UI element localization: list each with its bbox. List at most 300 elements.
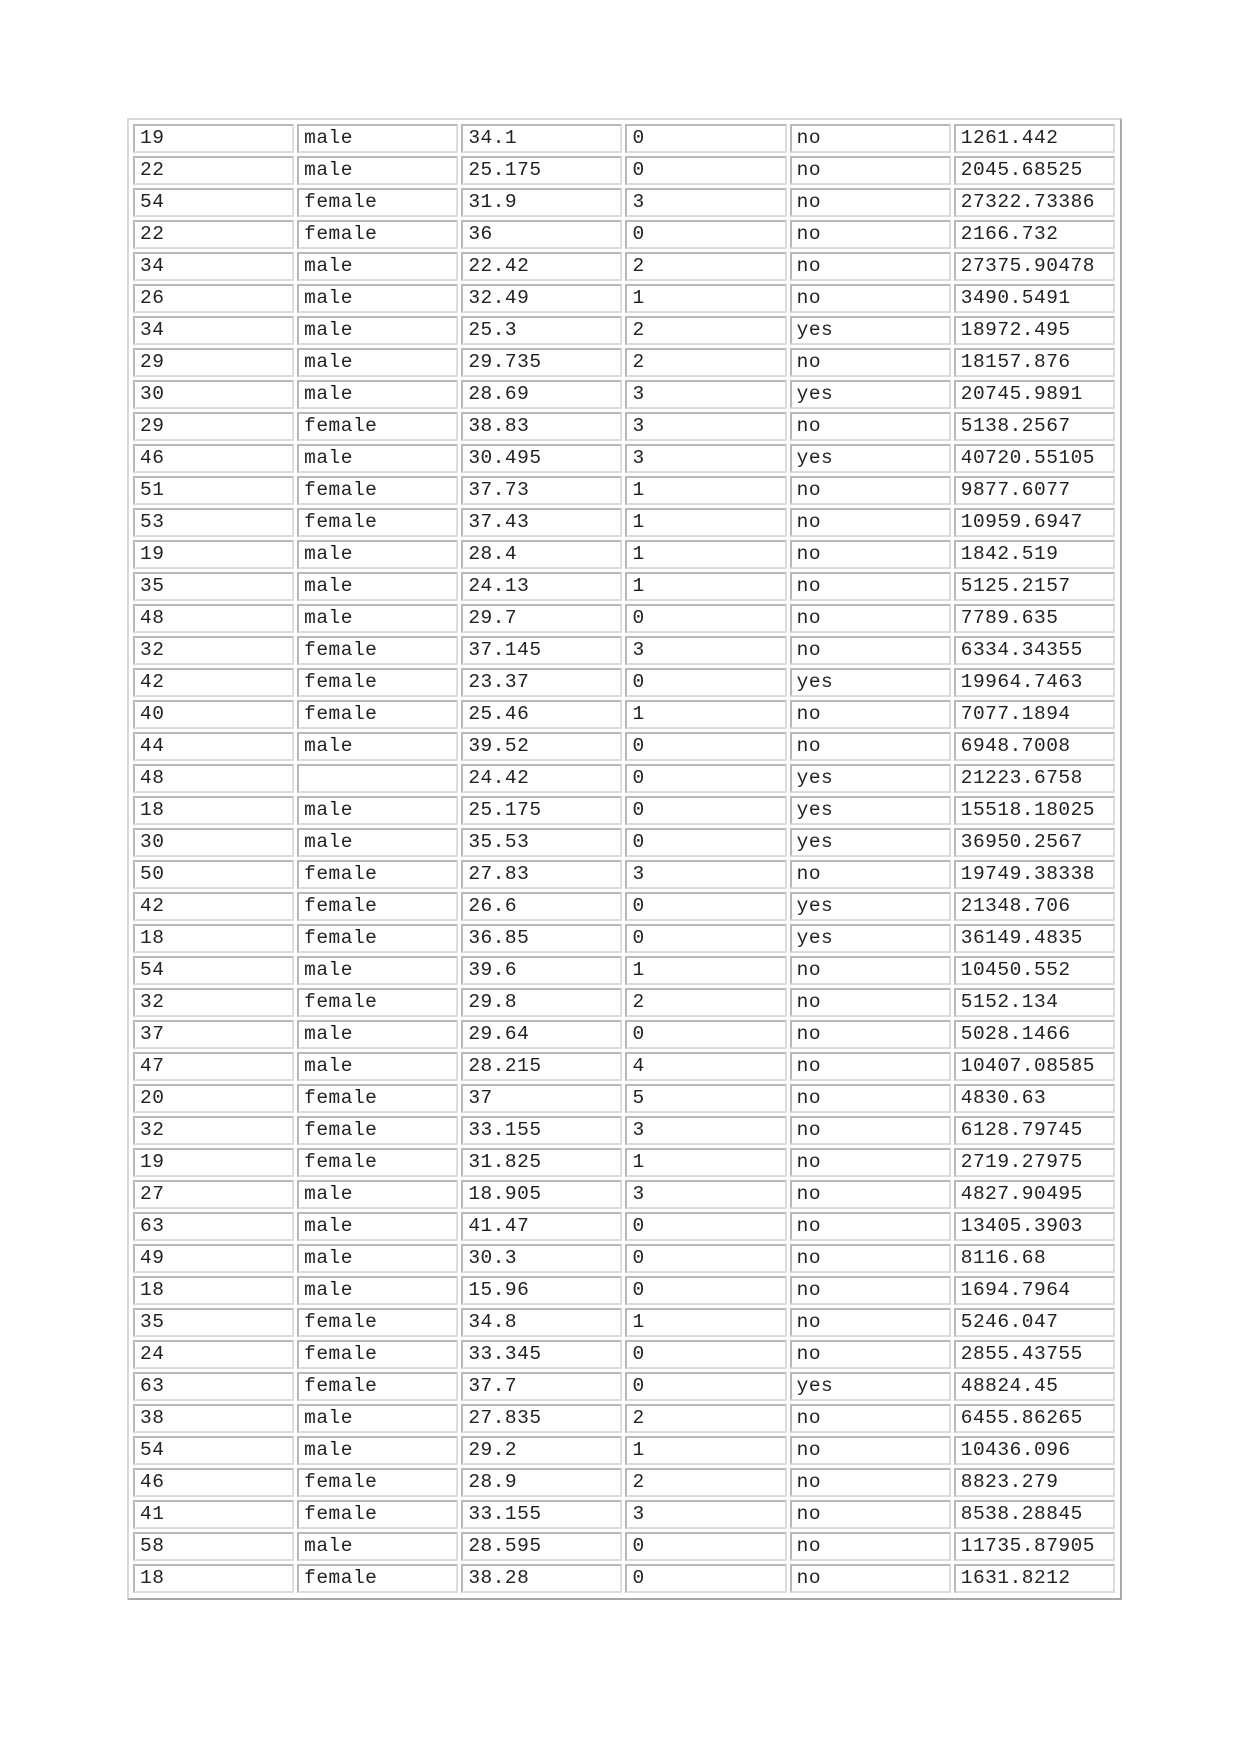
table-row (133, 668, 1115, 697)
table-cell-children: 2 (625, 348, 786, 377)
table-cell-smoker: no (790, 732, 951, 761)
table-row (133, 1180, 1115, 1209)
table-cell-bmi: 26.6 (461, 892, 622, 921)
table-cell-smoker: no (790, 188, 951, 217)
table-cell-age: 42 (133, 892, 294, 921)
table-cell-sex: male (297, 828, 458, 857)
table-cell-children: 1 (625, 1148, 786, 1177)
table-cell-age: 34 (133, 252, 294, 281)
table-cell-sex: male (297, 796, 458, 825)
table-cell-sex: male (297, 1180, 458, 1209)
table-cell-bmi: 38.28 (461, 1564, 622, 1593)
table-cell-sex: male (297, 1276, 458, 1305)
table-cell-age: 19 (133, 1148, 294, 1177)
table-cell-age: 19 (133, 540, 294, 569)
table-cell-bmi: 25.3 (461, 316, 622, 345)
table-cell-bmi: 23.37 (461, 668, 622, 697)
table-row (133, 1052, 1115, 1081)
table-cell-charges: 2045.68525 (954, 156, 1115, 185)
table-cell-charges: 10436.096 (954, 1436, 1115, 1465)
table-cell-charges: 4830.63 (954, 1084, 1115, 1113)
table-cell-children: 1 (625, 1308, 786, 1337)
table-cell-age: 18 (133, 924, 294, 953)
table-cell-charges: 13405.3903 (954, 1212, 1115, 1241)
table-cell-sex: male (297, 444, 458, 473)
table-row (133, 1212, 1115, 1241)
table-cell-age: 46 (133, 1468, 294, 1497)
table-cell-sex: female (297, 700, 458, 729)
table-cell-children: 0 (625, 828, 786, 857)
table-cell-sex: female (297, 220, 458, 249)
table-cell-children: 0 (625, 1276, 786, 1305)
table-cell-sex: female (297, 1500, 458, 1529)
table-cell-sex: female (297, 412, 458, 441)
table-cell-age: 29 (133, 412, 294, 441)
table-cell-charges: 11735.87905 (954, 1532, 1115, 1561)
table-cell-age: 51 (133, 476, 294, 505)
table-cell-smoker: no (790, 572, 951, 601)
table-cell-sex: male (297, 156, 458, 185)
table-cell-children: 3 (625, 188, 786, 217)
table-row (133, 1564, 1115, 1593)
table-cell-children: 0 (625, 1340, 786, 1369)
table-cell-charges: 6334.34355 (954, 636, 1115, 665)
table-cell-sex: male (297, 380, 458, 409)
table-cell-charges: 8116.68 (954, 1244, 1115, 1273)
table-cell-charges: 6128.79745 (954, 1116, 1115, 1145)
table-cell-bmi: 39.6 (461, 956, 622, 985)
table-cell-children: 0 (625, 796, 786, 825)
table-cell-bmi: 36.85 (461, 924, 622, 953)
table-cell-smoker: no (790, 1532, 951, 1561)
table-cell-age: 42 (133, 668, 294, 697)
table-cell-smoker: no (790, 1276, 951, 1305)
data-table (130, 121, 1118, 1596)
table-cell-bmi: 27.83 (461, 860, 622, 889)
table-cell-age: 35 (133, 1308, 294, 1337)
table-cell-charges: 5028.1466 (954, 1020, 1115, 1049)
data-table-frame (127, 118, 1122, 1600)
table-cell-bmi: 37.7 (461, 1372, 622, 1401)
table-cell-sex: male (297, 956, 458, 985)
table-row (133, 1500, 1115, 1529)
table-row (133, 1308, 1115, 1337)
table-cell-children: 0 (625, 1020, 786, 1049)
table-cell-smoker: yes (790, 668, 951, 697)
table-row (133, 1020, 1115, 1049)
table-cell-bmi: 25.46 (461, 700, 622, 729)
table-cell-charges: 2166.732 (954, 220, 1115, 249)
table-cell-smoker: no (790, 1468, 951, 1497)
table-row (133, 636, 1115, 665)
table-cell-smoker: no (790, 348, 951, 377)
table-cell-smoker: no (790, 1084, 951, 1113)
table-row (133, 796, 1115, 825)
table-cell-smoker: no (790, 508, 951, 537)
table-row (133, 764, 1115, 793)
table-cell-smoker: yes (790, 380, 951, 409)
table-cell-bmi: 31.825 (461, 1148, 622, 1177)
table-cell-sex (297, 764, 458, 793)
table-cell-sex: male (297, 1244, 458, 1273)
table-cell-age: 22 (133, 156, 294, 185)
table-row (133, 380, 1115, 409)
table-cell-children: 4 (625, 1052, 786, 1081)
table-cell-charges: 7789.635 (954, 604, 1115, 633)
table-cell-bmi: 30.495 (461, 444, 622, 473)
table-cell-age: 34 (133, 316, 294, 345)
table-cell-children: 2 (625, 1468, 786, 1497)
table-row (133, 924, 1115, 953)
table-cell-sex: male (297, 540, 458, 569)
table-cell-bmi: 32.49 (461, 284, 622, 313)
table-cell-children: 1 (625, 1436, 786, 1465)
table-cell-charges: 9877.6077 (954, 476, 1115, 505)
table-cell-smoker: no (790, 956, 951, 985)
table-cell-children: 1 (625, 508, 786, 537)
table-cell-children: 2 (625, 988, 786, 1017)
table-cell-charges: 21223.6758 (954, 764, 1115, 793)
table-cell-charges: 7077.1894 (954, 700, 1115, 729)
table-cell-smoker: yes (790, 1372, 951, 1401)
table-cell-sex: female (297, 188, 458, 217)
table-cell-bmi: 25.175 (461, 796, 622, 825)
table-cell-sex: male (297, 1532, 458, 1561)
table-cell-charges: 4827.90495 (954, 1180, 1115, 1209)
table-row (133, 444, 1115, 473)
table-cell-charges: 36950.2567 (954, 828, 1115, 857)
table-cell-sex: male (297, 1212, 458, 1241)
table-cell-smoker: no (790, 252, 951, 281)
table-cell-smoker: no (790, 1148, 951, 1177)
table-row (133, 732, 1115, 761)
table-cell-charges: 5152.134 (954, 988, 1115, 1017)
table-cell-children: 5 (625, 1084, 786, 1113)
table-cell-children: 0 (625, 924, 786, 953)
table-row (133, 412, 1115, 441)
table-cell-bmi: 18.905 (461, 1180, 622, 1209)
table-cell-smoker: no (790, 1116, 951, 1145)
table-cell-bmi: 39.52 (461, 732, 622, 761)
table-cell-charges: 18157.876 (954, 348, 1115, 377)
table-cell-smoker: no (790, 1340, 951, 1369)
table-cell-smoker: yes (790, 764, 951, 793)
table-cell-charges: 1842.519 (954, 540, 1115, 569)
table-cell-charges: 2855.43755 (954, 1340, 1115, 1369)
table-cell-bmi: 36 (461, 220, 622, 249)
table-cell-sex: female (297, 1372, 458, 1401)
table-cell-bmi: 22.42 (461, 252, 622, 281)
table-cell-smoker: no (790, 1436, 951, 1465)
table-cell-charges: 1631.8212 (954, 1564, 1115, 1593)
table-cell-children: 1 (625, 572, 786, 601)
table-cell-smoker: yes (790, 892, 951, 921)
table-cell-children: 3 (625, 636, 786, 665)
table-cell-children: 3 (625, 860, 786, 889)
table-cell-bmi: 28.4 (461, 540, 622, 569)
table-cell-bmi: 24.13 (461, 572, 622, 601)
table-cell-age: 48 (133, 604, 294, 633)
table-cell-age: 18 (133, 1276, 294, 1305)
table-cell-children: 2 (625, 252, 786, 281)
table-cell-charges: 20745.9891 (954, 380, 1115, 409)
table-row (133, 284, 1115, 313)
table-row (133, 220, 1115, 249)
table-cell-charges: 1261.442 (954, 124, 1115, 153)
table-cell-age: 46 (133, 444, 294, 473)
table-cell-bmi: 34.8 (461, 1308, 622, 1337)
table-cell-age: 63 (133, 1372, 294, 1401)
table-cell-age: 35 (133, 572, 294, 601)
table-cell-age: 32 (133, 636, 294, 665)
table-cell-sex: male (297, 316, 458, 345)
table-cell-bmi: 35.53 (461, 828, 622, 857)
table-cell-age: 44 (133, 732, 294, 761)
table-cell-children: 1 (625, 540, 786, 569)
table-cell-sex: female (297, 1084, 458, 1113)
table-cell-bmi: 33.345 (461, 1340, 622, 1369)
table-cell-charges: 2719.27975 (954, 1148, 1115, 1177)
table-cell-smoker: yes (790, 828, 951, 857)
table-cell-charges: 10407.08585 (954, 1052, 1115, 1081)
table-cell-bmi: 41.47 (461, 1212, 622, 1241)
table-cell-children: 1 (625, 700, 786, 729)
table-cell-sex: female (297, 1116, 458, 1145)
table-cell-charges: 27375.90478 (954, 252, 1115, 281)
table-cell-sex: male (297, 604, 458, 633)
table-cell-children: 0 (625, 732, 786, 761)
table-cell-charges: 5246.047 (954, 1308, 1115, 1337)
table-cell-sex: female (297, 508, 458, 537)
table-row (133, 1532, 1115, 1561)
table-cell-smoker: yes (790, 924, 951, 953)
table-cell-smoker: no (790, 156, 951, 185)
table-cell-age: 58 (133, 1532, 294, 1561)
table-cell-children: 2 (625, 1404, 786, 1433)
table-cell-children: 0 (625, 124, 786, 153)
table-cell-children: 3 (625, 1180, 786, 1209)
table-cell-smoker: no (790, 1564, 951, 1593)
table-cell-sex: male (297, 348, 458, 377)
table-cell-age: 38 (133, 1404, 294, 1433)
table-cell-smoker: no (790, 1052, 951, 1081)
table-cell-charges: 27322.73386 (954, 188, 1115, 217)
table-cell-children: 3 (625, 1500, 786, 1529)
table-cell-age: 22 (133, 220, 294, 249)
table-cell-charges: 6948.7008 (954, 732, 1115, 761)
table-cell-charges: 6455.86265 (954, 1404, 1115, 1433)
table-cell-charges: 36149.4835 (954, 924, 1115, 953)
table-cell-sex: male (297, 1020, 458, 1049)
table-cell-smoker: yes (790, 796, 951, 825)
table-cell-age: 18 (133, 1564, 294, 1593)
table-cell-sex: male (297, 1436, 458, 1465)
table-cell-charges: 5125.2157 (954, 572, 1115, 601)
table-row (133, 572, 1115, 601)
table-cell-smoker: no (790, 124, 951, 153)
table-row (133, 1276, 1115, 1305)
table-cell-age: 63 (133, 1212, 294, 1241)
table-row (133, 540, 1115, 569)
table-cell-bmi: 29.2 (461, 1436, 622, 1465)
table-cell-age: 24 (133, 1340, 294, 1369)
table-cell-bmi: 37.43 (461, 508, 622, 537)
table-cell-children: 1 (625, 956, 786, 985)
table-row (133, 1084, 1115, 1113)
table-cell-charges: 8823.279 (954, 1468, 1115, 1497)
table-cell-bmi: 29.735 (461, 348, 622, 377)
table-cell-smoker: no (790, 1308, 951, 1337)
table-cell-bmi: 33.155 (461, 1116, 622, 1145)
table-cell-charges: 40720.55105 (954, 444, 1115, 473)
table-row (133, 188, 1115, 217)
table-cell-age: 50 (133, 860, 294, 889)
table-cell-sex: female (297, 1564, 458, 1593)
table-cell-smoker: yes (790, 444, 951, 473)
table-cell-bmi: 28.215 (461, 1052, 622, 1081)
table-cell-sex: female (297, 636, 458, 665)
table-cell-charges: 18972.495 (954, 316, 1115, 345)
table-cell-charges: 19964.7463 (954, 668, 1115, 697)
table-cell-charges: 10959.6947 (954, 508, 1115, 537)
table-cell-age: 49 (133, 1244, 294, 1273)
table-cell-children: 0 (625, 1372, 786, 1401)
table-cell-bmi: 38.83 (461, 412, 622, 441)
table-row (133, 1244, 1115, 1273)
table-cell-sex: male (297, 252, 458, 281)
table-row (133, 156, 1115, 185)
table-cell-smoker: no (790, 604, 951, 633)
table-cell-age: 30 (133, 380, 294, 409)
table-cell-bmi: 28.69 (461, 380, 622, 409)
table-cell-smoker: no (790, 988, 951, 1017)
table-cell-bmi: 37.145 (461, 636, 622, 665)
table-row (133, 1436, 1115, 1465)
table-row (133, 956, 1115, 985)
table-cell-age: 47 (133, 1052, 294, 1081)
table-cell-bmi: 30.3 (461, 1244, 622, 1273)
table-cell-bmi: 27.835 (461, 1404, 622, 1433)
table-row (133, 892, 1115, 921)
table-cell-children: 0 (625, 1564, 786, 1593)
table-cell-smoker: no (790, 284, 951, 313)
table-cell-children: 0 (625, 220, 786, 249)
table-cell-smoker: no (790, 1212, 951, 1241)
table-cell-charges: 3490.5491 (954, 284, 1115, 313)
table-cell-smoker: no (790, 1404, 951, 1433)
table-cell-children: 3 (625, 444, 786, 473)
table-cell-charges: 48824.45 (954, 1372, 1115, 1401)
table-cell-charges: 8538.28845 (954, 1500, 1115, 1529)
table-cell-bmi: 29.64 (461, 1020, 622, 1049)
table-row (133, 124, 1115, 153)
table-cell-sex: female (297, 988, 458, 1017)
table-cell-age: 54 (133, 956, 294, 985)
table-cell-age: 18 (133, 796, 294, 825)
table-cell-children: 3 (625, 1116, 786, 1145)
table-cell-children: 1 (625, 284, 786, 313)
table-cell-charges: 5138.2567 (954, 412, 1115, 441)
table-cell-sex: female (297, 1308, 458, 1337)
table-cell-sex: female (297, 892, 458, 921)
table-cell-sex: female (297, 476, 458, 505)
table-row (133, 1372, 1115, 1401)
table-cell-smoker: no (790, 700, 951, 729)
table-row (133, 1468, 1115, 1497)
table-cell-smoker: no (790, 220, 951, 249)
table-cell-age: 41 (133, 1500, 294, 1529)
table-cell-charges: 10450.552 (954, 956, 1115, 985)
table-cell-children: 0 (625, 892, 786, 921)
table-cell-sex: female (297, 1468, 458, 1497)
table-row (133, 860, 1115, 889)
table-cell-children: 0 (625, 1244, 786, 1273)
table-cell-bmi: 28.595 (461, 1532, 622, 1561)
table-row (133, 1340, 1115, 1369)
table-cell-smoker: no (790, 1020, 951, 1049)
table-row (133, 604, 1115, 633)
table-row (133, 508, 1115, 537)
table-cell-charges: 19749.38338 (954, 860, 1115, 889)
table-cell-bmi: 34.1 (461, 124, 622, 153)
table-cell-charges: 15518.18025 (954, 796, 1115, 825)
table-cell-age: 26 (133, 284, 294, 313)
table-cell-sex: male (297, 284, 458, 313)
table-cell-smoker: no (790, 636, 951, 665)
table-cell-sex: female (297, 1340, 458, 1369)
table-cell-sex: male (297, 1404, 458, 1433)
table-cell-smoker: no (790, 1180, 951, 1209)
table-cell-sex: female (297, 1148, 458, 1177)
table-cell-bmi: 37 (461, 1084, 622, 1113)
table-cell-age: 30 (133, 828, 294, 857)
table-cell-age: 20 (133, 1084, 294, 1113)
table-row (133, 348, 1115, 377)
table-cell-bmi: 37.73 (461, 476, 622, 505)
table-cell-bmi: 25.175 (461, 156, 622, 185)
table-cell-children: 3 (625, 412, 786, 441)
table-cell-bmi: 33.155 (461, 1500, 622, 1529)
table-cell-bmi: 31.9 (461, 188, 622, 217)
table-cell-charges: 1694.7964 (954, 1276, 1115, 1305)
table-cell-children: 0 (625, 156, 786, 185)
table-cell-bmi: 24.42 (461, 764, 622, 793)
table-cell-bmi: 29.8 (461, 988, 622, 1017)
table-row (133, 1404, 1115, 1433)
table-cell-smoker: yes (790, 316, 951, 345)
table-row (133, 252, 1115, 281)
table-cell-sex: male (297, 1052, 458, 1081)
table-cell-children: 0 (625, 668, 786, 697)
table-cell-smoker: no (790, 476, 951, 505)
table-cell-age: 48 (133, 764, 294, 793)
table-cell-smoker: no (790, 1500, 951, 1529)
table-cell-bmi: 29.7 (461, 604, 622, 633)
table-row (133, 1148, 1115, 1177)
table-cell-children: 0 (625, 604, 786, 633)
table-cell-sex: female (297, 860, 458, 889)
table-cell-age: 54 (133, 1436, 294, 1465)
table-cell-age: 37 (133, 1020, 294, 1049)
table-cell-age: 53 (133, 508, 294, 537)
table-cell-age: 29 (133, 348, 294, 377)
table-row (133, 316, 1115, 345)
table-cell-age: 32 (133, 988, 294, 1017)
table-row (133, 988, 1115, 1017)
table-body (133, 124, 1115, 1593)
table-cell-children: 0 (625, 1212, 786, 1241)
table-cell-children: 0 (625, 1532, 786, 1561)
